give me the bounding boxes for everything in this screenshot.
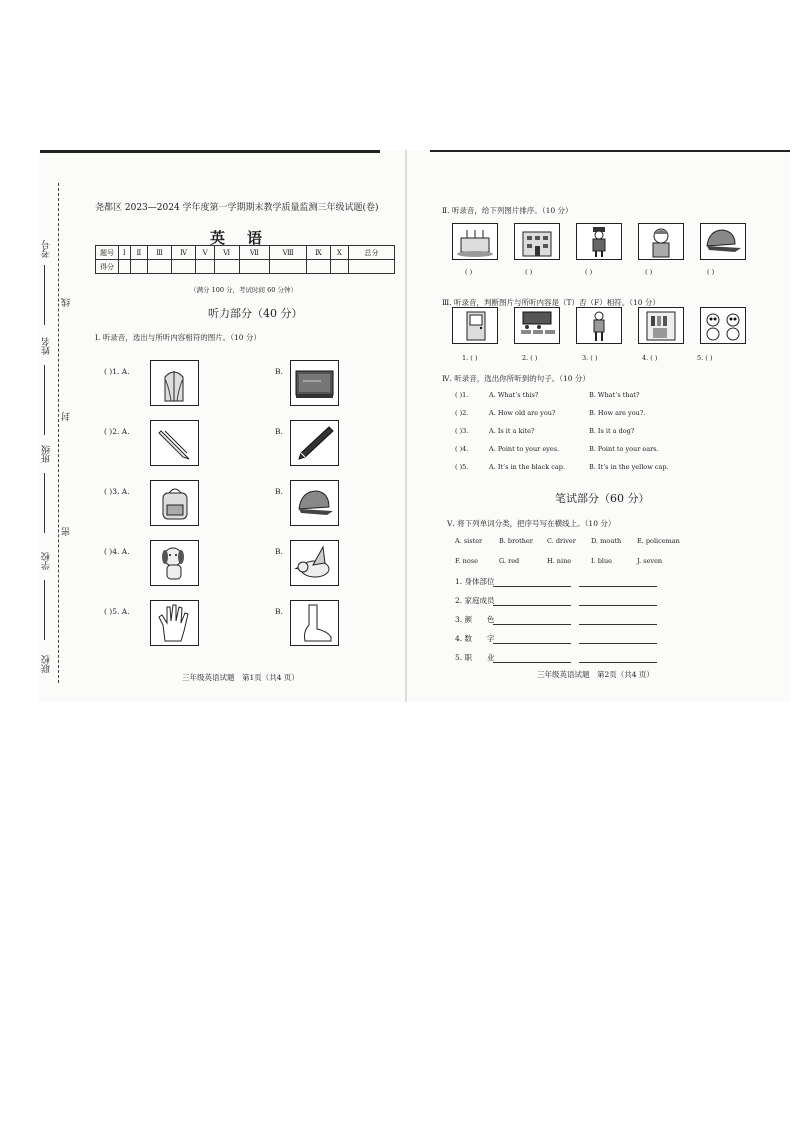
score-table-score-row: [96, 260, 395, 274]
scan-edge-right: [430, 150, 790, 152]
q5-word: J. seven: [637, 557, 663, 565]
q2-blank-1[interactable]: ( ): [465, 268, 473, 276]
q2-picture-5[interactable]: [700, 223, 746, 260]
q2-picture-1[interactable]: [452, 223, 498, 260]
q1-item-1-option-a[interactable]: [150, 360, 199, 406]
q5-answer-line[interactable]: [579, 654, 657, 663]
q4-item-4-number[interactable]: ( )4.: [455, 445, 469, 453]
right-page-footer: 三年级英语试题 第2页（共4 页）: [537, 670, 654, 679]
score-cell[interactable]: [239, 260, 270, 274]
pencil-icon: [151, 421, 198, 465]
name-blank: [44, 365, 45, 435]
score-col: Ⅰ: [119, 246, 131, 260]
left-page-footer: 三年级英语试题 第1页（共4 页）: [182, 673, 299, 682]
q4-item-5-number[interactable]: ( )5.: [455, 463, 469, 471]
score-note: （满分 100 分，考试时间 60 分钟）: [190, 286, 297, 294]
q4-instruction: Ⅳ. 听录音，选出你所听到的句子。（10 分）: [442, 374, 590, 383]
score-col-total: 总分: [349, 246, 395, 260]
q1-instruction: Ⅰ. 听录音，选出与所听内容相符的图片。（10 分）: [95, 333, 261, 342]
score-table-header-row: [96, 246, 395, 260]
score-cell[interactable]: [307, 260, 331, 274]
q1-item-1-b-label: B.: [275, 367, 283, 376]
binding-dashed-line: [58, 183, 59, 683]
q3-picture-1: [452, 307, 498, 344]
cap-icon: [701, 224, 745, 259]
score-cell[interactable]: [148, 260, 172, 274]
q5-word: B. brother: [499, 537, 533, 545]
q5-word: I. blue: [591, 557, 612, 565]
driver-icon: [577, 308, 621, 343]
q5-category-label: 1. 身体部位: [455, 577, 495, 586]
class-blank: [44, 473, 45, 533]
school-label: 学校: [42, 552, 52, 570]
q2-blank-4[interactable]: ( ): [645, 268, 653, 276]
q1-item-3-option-b[interactable]: [290, 480, 339, 526]
row-label-question: 题号: [96, 246, 119, 260]
q2-blank-2[interactable]: ( ): [525, 268, 533, 276]
score-cell[interactable]: [270, 260, 307, 274]
exam-title: 尧都区 2023—2024 学年度第一学期期末教学质量监测三年级试题(卷): [95, 203, 379, 213]
q1-item-5-option-a[interactable]: [150, 600, 199, 646]
q5-word: A. sister: [455, 537, 483, 545]
score-table: [95, 245, 395, 274]
cap-icon: [291, 481, 338, 525]
q4-item-1-option-a: A. What’s this?: [489, 391, 539, 399]
q3-label-4[interactable]: 4. ( ): [642, 354, 658, 362]
q4-item-3-option-b: B. Is it a dog?: [589, 427, 635, 435]
score-cell[interactable]: [349, 260, 395, 274]
q4-item-2-option-a: A. How old are you?: [489, 409, 556, 417]
q5-answer-line[interactable]: [493, 635, 571, 644]
score-col: Ⅹ: [330, 246, 348, 260]
score-cell[interactable]: [119, 260, 131, 274]
q3-label-3[interactable]: 3. ( ): [582, 354, 598, 362]
written-section-title: 笔试部分（60 分）: [555, 492, 650, 505]
q5-answer-line[interactable]: [493, 578, 571, 587]
q1-item-3-number: ( )3. A.: [104, 487, 130, 496]
police-officer-icon: [577, 224, 621, 259]
q5-category-label: 2. 家庭成员: [455, 596, 495, 605]
blackboard-icon: [291, 361, 338, 405]
q5-answer-line[interactable]: [579, 635, 657, 644]
q4-item-3-option-a: A. Is it a kite?: [489, 427, 535, 435]
q5-answer-line[interactable]: [579, 597, 657, 606]
q4-item-3-number[interactable]: ( )3.: [455, 427, 469, 435]
q2-blank-3[interactable]: ( ): [585, 268, 593, 276]
birthday-cake-icon: [453, 224, 497, 259]
q1-item-3-b-label: B.: [275, 487, 283, 496]
school-building-icon: [515, 224, 559, 259]
q1-item-1-option-b[interactable]: [290, 360, 339, 406]
q1-item-4-option-a[interactable]: [150, 540, 199, 586]
q1-item-5-option-b[interactable]: [290, 600, 339, 646]
q1-item-2-option-a[interactable]: [150, 420, 199, 466]
row-label-score: 得分: [96, 260, 119, 274]
door-icon: [453, 308, 497, 343]
score-col: Ⅷ: [270, 246, 307, 260]
schoolbag-icon: [151, 481, 198, 525]
score-cell[interactable]: [214, 260, 239, 274]
school-blank: [44, 580, 45, 640]
q4-item-5-option-b: B. It’s in the yellow cap.: [589, 463, 669, 471]
foot-icon: [291, 601, 338, 645]
q5-answer-line[interactable]: [493, 654, 571, 663]
q5-category-row: [455, 652, 657, 663]
q1-item-4-number: ( )4. A.: [104, 547, 130, 556]
score-col: Ⅴ: [196, 246, 215, 260]
q5-category-row: [455, 595, 657, 606]
classroom-icon: [515, 308, 559, 343]
q5-category-label: 3. 颜 色: [455, 615, 495, 624]
line-label: 线: [62, 298, 72, 307]
score-cell[interactable]: [171, 260, 195, 274]
seal-label: 封: [62, 412, 72, 421]
dog-icon: [151, 541, 198, 585]
q5-category-label: 5. 职 业: [455, 653, 495, 662]
q5-word: C. driver: [547, 537, 576, 545]
q1-item-3-option-a[interactable]: [150, 480, 199, 526]
score-cell[interactable]: [330, 260, 348, 274]
q5-word: F. nose: [455, 557, 478, 565]
q5-category-row: [455, 614, 657, 625]
score-col: Ⅶ: [239, 246, 270, 260]
q1-item-2-option-b[interactable]: [290, 420, 339, 466]
q5-word: D. mouth: [591, 537, 622, 545]
q4-item-4-option-a: A. Point to your eyes.: [489, 445, 560, 453]
listening-section-title: 听力部分（40 分）: [208, 307, 303, 320]
q3-picture-2: [514, 307, 560, 344]
q3-instruction: Ⅲ. 听录音，判断图片与所听内容是（T）否（F）相符。（10 分）: [442, 298, 660, 307]
score-cell[interactable]: [130, 260, 148, 274]
q3-picture-5: [700, 307, 746, 344]
q3-label-1[interactable]: 1. ( ): [462, 354, 478, 362]
bookshelf-icon: [639, 308, 683, 343]
q5-word: H. nine: [547, 557, 572, 565]
q4-item-2-number[interactable]: ( )2.: [455, 409, 469, 417]
q2-blank-5[interactable]: ( ): [707, 268, 715, 276]
q5-answer-line[interactable]: [493, 597, 571, 606]
q3-label-5[interactable]: 5. ( ): [697, 354, 713, 362]
q1-item-2-b-label: B.: [275, 427, 283, 436]
q1-item-4-b-label: B.: [275, 547, 283, 556]
window-icon: [151, 361, 198, 405]
q1-item-1-number: ( )1. A.: [104, 367, 130, 376]
q4-item-5-option-a: A. It’s in the black cap.: [489, 463, 566, 471]
score-col: Ⅵ: [214, 246, 239, 260]
q1-item-2-number: ( )2. A.: [104, 427, 130, 436]
q1-item-4-option-b[interactable]: [290, 540, 339, 586]
q5-category-row: [455, 633, 657, 644]
exam-no-label: 考号: [42, 240, 52, 258]
score-col: Ⅲ: [148, 246, 172, 260]
bird-icon: [291, 541, 338, 585]
class-label: 班级: [42, 445, 52, 463]
q1-item-5-number: ( )5. A.: [104, 607, 130, 616]
q5-answer-line[interactable]: [493, 616, 571, 625]
hand-icon: [151, 601, 198, 645]
scan-edge-left: [40, 150, 380, 153]
score-col: Ⅱ: [130, 246, 148, 260]
boy-icon: [639, 224, 683, 259]
score-cell[interactable]: [196, 260, 215, 274]
subject-title: 英语: [210, 229, 285, 247]
q5-word: G. red: [499, 557, 520, 565]
union-label: 联校: [42, 655, 52, 673]
name-label: 姓名: [42, 337, 52, 355]
q3-label-2[interactable]: 2. ( ): [522, 354, 538, 362]
q3-picture-3: [576, 307, 622, 344]
q4-item-2-option-b: B. How are you?.: [589, 409, 646, 417]
score-col: Ⅸ: [307, 246, 331, 260]
q3-picture-4: [638, 307, 684, 344]
q5-instruction: Ⅴ. 将下列单词分类，把序号写在横线上。（10 分）: [447, 519, 616, 528]
q4-item-1-number[interactable]: ( )1.: [455, 391, 469, 399]
page-right: [407, 155, 787, 700]
page-left: [40, 155, 400, 700]
q2-picture-3[interactable]: [576, 223, 622, 260]
q5-category-label: 4. 数 字: [455, 634, 495, 643]
q1-item-5-b-label: B.: [275, 607, 283, 616]
score-col: Ⅳ: [171, 246, 195, 260]
q5-word: E. policeman: [637, 537, 680, 545]
q5-answer-line[interactable]: [579, 578, 657, 587]
q5-answer-line[interactable]: [579, 616, 657, 625]
q4-item-4-option-b: B. Point to your ears.: [589, 445, 659, 453]
q2-instruction: Ⅱ. 听录音，给下列图片排序。（10 分）: [442, 206, 573, 215]
panda-icon: [701, 308, 745, 343]
q4-item-1-option-b: B. What’s that?: [589, 391, 640, 399]
pen-icon: [291, 421, 338, 465]
cover-label: 密: [62, 527, 72, 536]
q5-category-row: [455, 576, 657, 587]
q2-picture-4[interactable]: [638, 223, 684, 260]
exam-no-blank: [44, 265, 45, 325]
q2-picture-2[interactable]: [514, 223, 560, 260]
